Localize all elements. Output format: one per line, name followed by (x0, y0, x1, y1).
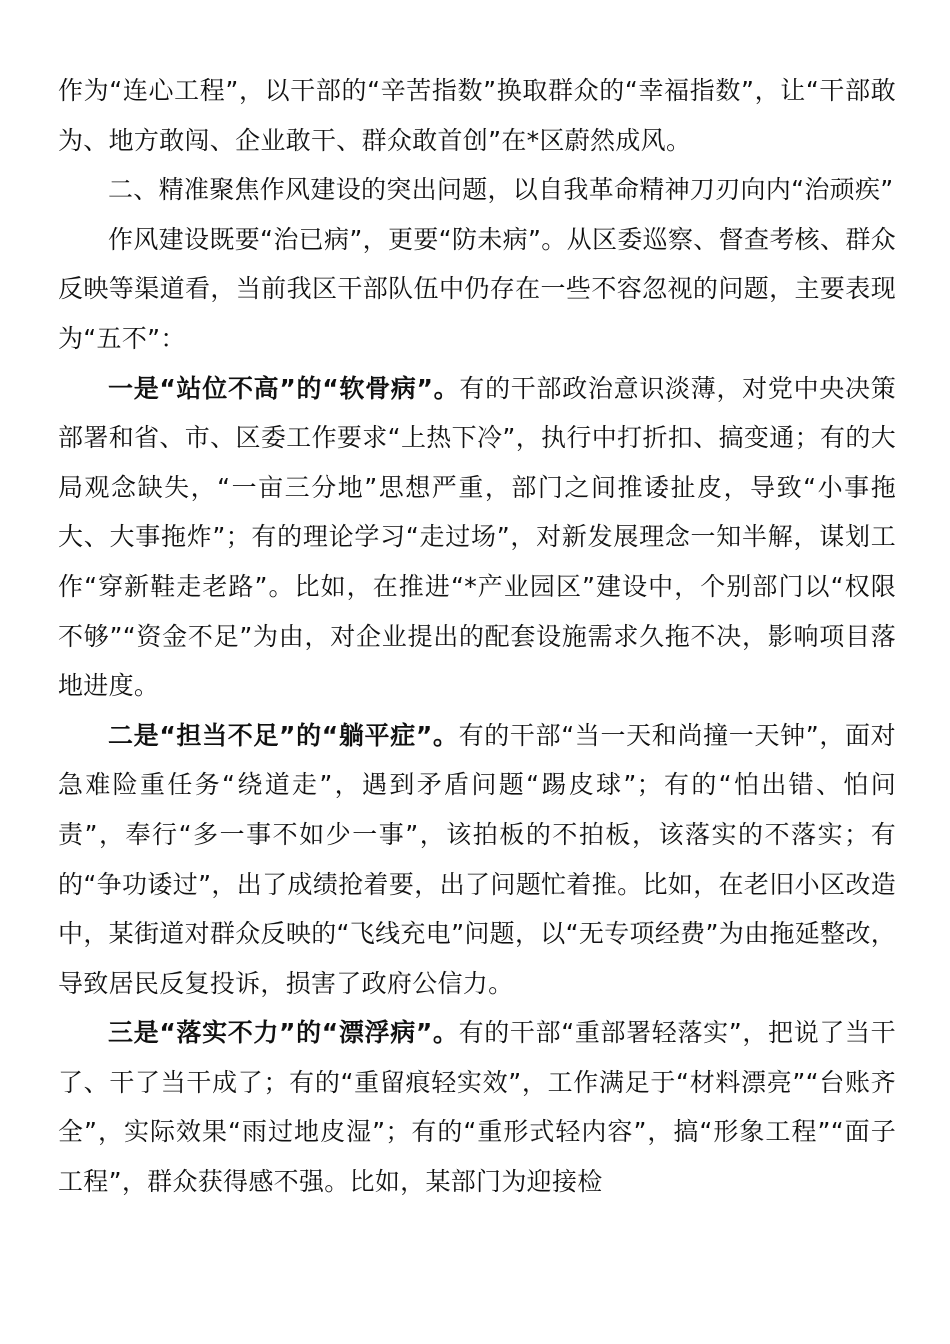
document-body (58, 66, 896, 1207)
paragraph-problem-two (58, 711, 896, 1009)
paragraph-text: 有的干部政治意识淡薄，对党中央决策部署和省、市、区委工作要求“上热下冷”，执行中打折扣、搞变通；有的大局观念缺失，“一亩三分地”思想严重，部门之间推诿扯皮，导致“小事拖大、大事拖炸”；有的理论学习“走过场”，对新发展理念一知半解，谋划工作“穿新鞋走老路”。比如，在推进“*产业园区”建设中，个别部门以“权限不够”“资金不足”为由，对企业提出的配套设施需求久拖不决，影响项目落地进度。 (58, 373, 896, 701)
paragraph-lead: 二是“担当不足”的“躺平症”。 (108, 720, 459, 750)
paragraph-text: 作为“连心工程”，以干部的“辛苦指数”换取群众的“幸福指数”，让“干部敢为、地方敢闯、企业敢干、群众敢首创”在*区蔚然成风。 (58, 76, 896, 155)
paragraph-problem-one (58, 364, 896, 711)
section-heading-two (58, 165, 896, 215)
paragraph-text: 有的干部“当一天和尚撞一天钟”，面对急难险重任务“绕道走”，遇到矛盾问题“踢皮球”；有的“怕出错、怕问责”，奉行“多一事不如少一事”，该拍板的不拍板，该落实的不落实；有的“争功诿过”，出了成绩抢着要，出了问题忙着推。比如，在老旧小区改造中，某街道对群众反映的“飞线充电”问题，以“无专项经费”为由拖延整改，导致居民反复投诉，损害了政府公信力。 (58, 720, 896, 998)
paragraph-text: 作风建设既要“治已病”，更要“防未病”。从区委巡察、督查考核、群众反映等渠道看，当前我区干部队伍中仍存在一些不容忽视的问题，主要表现为“五不”： (58, 224, 896, 353)
heading-text: 二、精准聚焦作风建设的突出问题，以自我革命精神刀刃向内“治顽疾” (108, 175, 894, 205)
paragraph-problems-overview (58, 215, 896, 364)
paragraph-intro-continuation (58, 66, 896, 165)
paragraph-lead: 三是“落实不力”的“漂浮病”。 (108, 1018, 459, 1048)
paragraph-lead: 一是“站位不高”的“软骨病”。 (108, 373, 460, 403)
paragraph-problem-three (58, 1008, 896, 1206)
paragraph-text: 有的干部“重部署轻落实”，把说了当干了、干了当干成了；有的“重留痕轻实效”，工作满足于“材料漂亮”“台账齐全”，实际效果“雨过地皮湿”；有的“重形式轻内容”，搞“形象工程”“面子工程”，群众获得感不强。比如，某部门为迎接检 (58, 1018, 896, 1197)
